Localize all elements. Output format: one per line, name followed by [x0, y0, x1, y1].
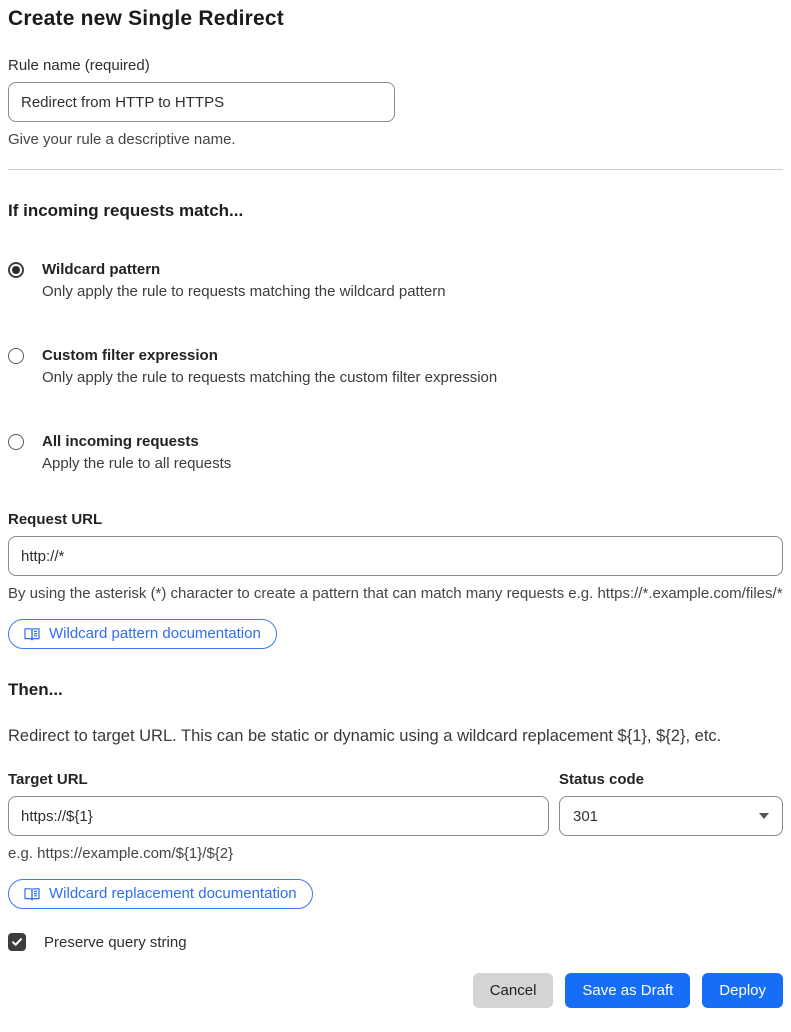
radio-option-wildcard-pattern[interactable] — [8, 259, 783, 303]
match-section-heading: If incoming requests match... — [8, 201, 244, 220]
then-section-heading: Then... — [8, 680, 63, 699]
radio-option-all-requests[interactable] — [8, 431, 783, 475]
preserve-query-string-label: Preserve query string — [44, 933, 187, 951]
page-title: Create new Single Redirect — [8, 7, 284, 30]
match-type-radio-group — [8, 259, 783, 475]
target-url-label: Target URL — [8, 771, 88, 788]
doc-button-label: Wildcard replacement documentation — [49, 885, 297, 902]
wildcard-pattern-docs-button[interactable] — [8, 619, 277, 649]
radio-description: Only apply the rule to requests matching the custom filter expression — [42, 369, 498, 386]
radio-description: Apply the rule to all requests — [42, 455, 232, 472]
radio-selected-icon[interactable] — [8, 262, 24, 278]
status-code-label: Status code — [559, 771, 645, 788]
request-url-label: Request URL — [8, 511, 103, 528]
wildcard-replacement-docs-button[interactable] — [8, 879, 313, 909]
radio-description: Only apply the rule to requests matching the wildcard pattern — [42, 283, 446, 300]
request-url-help: By using the asterisk (*) character to create a pattern that can match many requests e.g. https://*.example.com/files/* — [8, 585, 783, 602]
rule-name-input[interactable] — [8, 82, 395, 122]
open-book-icon — [24, 887, 40, 902]
then-section-description: Redirect to target URL. This can be static or dynamic using a wildcard replacement ${1}, ${2}, etc. — [8, 727, 722, 745]
request-url-field — [8, 510, 783, 649]
radio-unselected-icon[interactable] — [8, 434, 24, 450]
radio-label: Wildcard pattern — [42, 261, 161, 278]
radio-label: All incoming requests — [42, 433, 199, 450]
rule-name-help: Give your rule a descriptive name. — [8, 131, 236, 148]
status-code-select[interactable] — [559, 796, 783, 836]
status-code-selected-value: 301 — [573, 807, 599, 825]
checkbox-checked-icon[interactable] — [8, 933, 26, 951]
radio-unselected-icon[interactable] — [8, 348, 24, 364]
target-url-help: e.g. https://example.com/${1}/${2} — [8, 845, 234, 862]
rule-name-field — [8, 56, 783, 151]
cancel-button[interactable]: Cancel — [473, 973, 554, 1008]
radio-label: Custom filter expression — [42, 347, 218, 364]
save-as-draft-button[interactable]: Save as Draft — [565, 973, 690, 1008]
target-url-field — [8, 770, 549, 836]
doc-button-label: Wildcard pattern documentation — [49, 625, 261, 642]
radio-option-custom-filter[interactable] — [8, 345, 783, 389]
request-url-input[interactable] — [8, 536, 783, 576]
target-status-row — [8, 770, 783, 836]
footer-actions — [8, 973, 783, 1008]
target-url-input[interactable] — [8, 796, 549, 836]
status-code-field — [559, 770, 783, 836]
section-divider — [8, 169, 783, 170]
chevron-down-icon — [759, 813, 769, 819]
rule-name-label: Rule name (required) — [8, 57, 150, 74]
open-book-icon — [24, 627, 40, 642]
deploy-button[interactable]: Deploy — [702, 973, 783, 1008]
preserve-query-string-row[interactable] — [8, 933, 783, 951]
